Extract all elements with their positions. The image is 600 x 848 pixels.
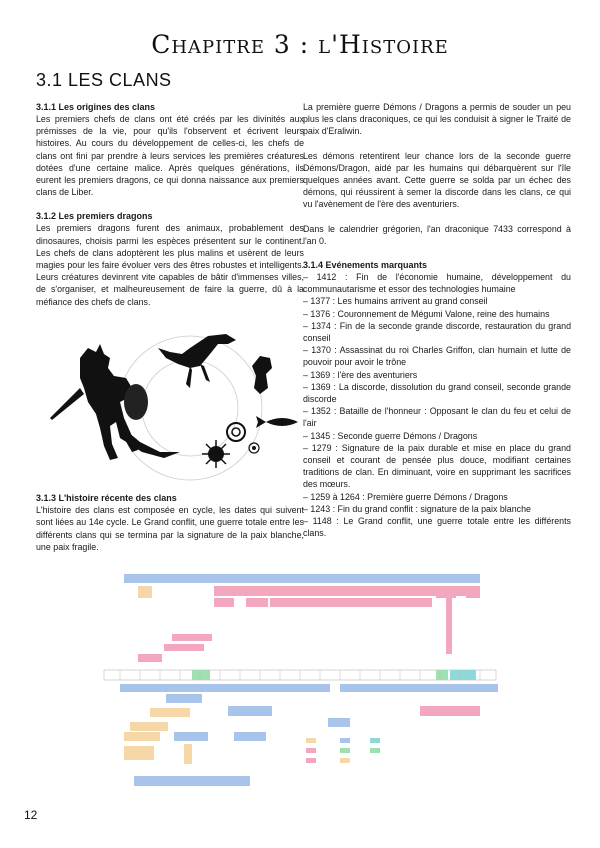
timeline-legend bbox=[306, 738, 380, 763]
chapter-title: Chapitre 3 : l'Histoire bbox=[151, 30, 449, 59]
event-item: – 1377 : Les humains arrivent au grand conseil bbox=[303, 296, 488, 307]
section-title: 3.1 LES CLANS bbox=[36, 70, 172, 90]
event-item: – 1148 : Le Grand conflit, une guerre totale entre les différents clans. bbox=[303, 516, 571, 539]
event-item: – 1352 : Bataille de l'honneur : Opposant le clan du feu et celui de l'air bbox=[303, 406, 571, 429]
dragon-warrior-silhouette bbox=[50, 344, 180, 460]
event-item: – 1370 : Assassinat du roi Charles Griffon, clan humain et lutte de pouvoir pour avoir le trône bbox=[303, 345, 571, 368]
events-heading: 3.1.4 Evénements marquants bbox=[303, 260, 428, 271]
timeline-bar bbox=[214, 586, 474, 596]
recent-history-text: L'histoire des clans est composée en cycle, les dates qui suivent sont liées au 14e cycle. Le Grand conflit, une guerre totale entre les différents clans qui se termina par la signature de la paix blanche, une paix fragile. bbox=[36, 505, 304, 552]
small-dragon-silhouette bbox=[252, 356, 272, 394]
timeline-bar bbox=[446, 594, 452, 654]
first-dragons-text: Les premiers dragons furent des animaux, probablement des dinosaures, choisis parmi les espèces présentent sur le continent. Les chefs de clans adoptèrent les plus malins et usèrent de leurs magies pour les faire évoluer vers des êtres robustes et intelligents. Leurs créatures devinrent vite capables de bâtir d'immenses villes, de s'organiser, et malheureusement de faire la guerre, dû à la méfiance des chefs de clans. bbox=[36, 223, 304, 307]
right-column bbox=[303, 101, 571, 540]
raptor-silhouette bbox=[158, 334, 236, 388]
fish-silhouette bbox=[256, 416, 298, 428]
timeline-bar bbox=[234, 732, 266, 741]
timeline-bar bbox=[340, 684, 498, 692]
timeline-bar bbox=[150, 708, 190, 717]
timeline-bottom-bars bbox=[120, 684, 498, 786]
origins-text: Les premiers chefs de clans ont été créés par les divinités aux prémisses de la vie, pour qu'ils l'observent et écrivent leurs histoires. Au cours du développement de celles-ci, les chefs de clans ont fini par prendre à leurs services les premières créatures dotées d'une certaine malice. Après quelques générations, ils eurent les premiers dragons, ce qui donna naissance aux premiers clans de Liber. bbox=[36, 114, 304, 198]
timeline-bar bbox=[420, 706, 480, 716]
recent-history-block bbox=[36, 492, 304, 553]
timeline-bar bbox=[124, 732, 160, 741]
sun-icon bbox=[202, 440, 230, 468]
recent-history-heading: 3.1.3 L'histoire récente des clans bbox=[36, 493, 177, 503]
timeline-bar bbox=[328, 718, 350, 727]
origins-heading: 3.1.1 Les origines des clans bbox=[36, 102, 156, 112]
timeline-bar bbox=[120, 684, 200, 692]
timeline-top-bars bbox=[124, 574, 480, 662]
timeline-bar bbox=[138, 654, 162, 662]
right-paragraph-3: Dans le calendrier grégorien, l'an draconique 7433 correspond à l'an 0. bbox=[303, 223, 571, 246]
timeline-bar bbox=[164, 644, 204, 651]
timeline-highlight bbox=[450, 670, 476, 680]
event-item: – 1259 à 1264 : Première guerre Démons / Dragons bbox=[303, 491, 508, 502]
timeline-highlight bbox=[192, 670, 210, 680]
events-list bbox=[303, 271, 571, 539]
timeline-bar bbox=[166, 694, 202, 703]
timeline-bar bbox=[200, 684, 330, 692]
first-dragons-heading: 3.1.2 Les premiers dragons bbox=[36, 211, 153, 222]
event-item: – 1376 : Couronnement de Mégumi Valone, reine des humains bbox=[303, 308, 550, 319]
timeline-bar bbox=[134, 776, 250, 786]
timeline-diagram bbox=[100, 572, 500, 792]
timeline-bar bbox=[418, 598, 432, 607]
timeline-bar bbox=[228, 706, 272, 716]
timeline-bar bbox=[130, 722, 168, 731]
timeline-bar bbox=[184, 744, 192, 764]
event-item: – 1369 : l'ère des aventuriers bbox=[303, 369, 418, 380]
dragons-evolution-illustration bbox=[40, 318, 308, 490]
event-item: – 1369 : La discorde, dissolution du grand conseil, seconde grande discorde bbox=[303, 381, 571, 405]
timeline-bar bbox=[172, 634, 212, 641]
timeline-bar bbox=[246, 598, 268, 607]
timeline-bar bbox=[466, 586, 480, 598]
event-item: – 1412 : Fin de l'économie humaine, développement du communautarisme et essor des technologies humaine bbox=[303, 272, 571, 295]
timeline-highlight bbox=[436, 670, 448, 680]
left-column bbox=[36, 101, 304, 308]
timeline-axis bbox=[104, 670, 496, 680]
ammonite-icon bbox=[227, 423, 245, 441]
page-number: 12 bbox=[24, 808, 38, 822]
right-paragraph-2: Les démons retentirent leur chance lors de la seconde guerre Démons/Dragon, aidé par les humains qui débarquèrent sur l'île quelques années avant. Cette guerre se solda par un échec des démons, qui réussirent à semer la discorde dans les clans, ce qui vu l'avènement de l'ère des aventuriers. bbox=[303, 150, 571, 210]
timeline-bar bbox=[214, 598, 234, 607]
event-item: – 1345 : Seconde guerre Démons / Dragons bbox=[303, 430, 478, 441]
event-item: – 1279 : Signature de la paix durable et mise en place du grand conseil et courant de pensée plus douce, modifiant certaines traditions de clan. En diminuant, voire en supprimant les sacrifices des mœurs. bbox=[303, 442, 571, 490]
event-item: – 1374 : Fin de la seconde grande discorde, restauration du grand conseil bbox=[303, 320, 571, 344]
timeline-bar bbox=[174, 732, 208, 741]
event-item: – 1243 : Fin du grand conflit : signature de la paix blanche bbox=[303, 503, 531, 514]
right-paragraph-1: La première guerre Démons / Dragons a permis de souder un peu plus les clans draconiques, ce qui les conduisit à signer le Traité de paix d'Eraliwin. bbox=[303, 102, 571, 137]
timeline-bar bbox=[270, 598, 430, 607]
microbe-icon bbox=[249, 443, 259, 453]
timeline-bar bbox=[124, 746, 154, 760]
timeline-bar bbox=[138, 586, 152, 598]
timeline-bar bbox=[124, 574, 480, 583]
